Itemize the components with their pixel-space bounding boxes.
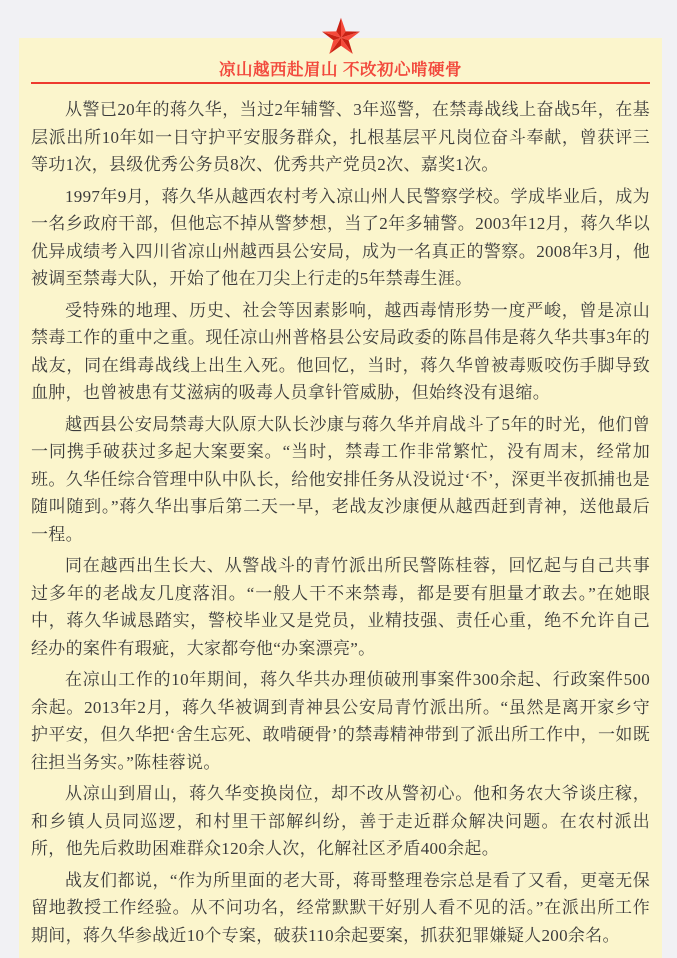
article-paragraph: 1997年9月，蒋久华从越西农村考入凉山州人民警察学校。学成毕业后，成为一名乡政府干部，但他忘不掉从警梦想，当了2年多辅警。2003年12月，蒋久华以优异成绩考入四川省凉山州越西县公安局，成为一名真正的警察。2008年3月，他被调至禁毒大队，开始了他在刀尖上行走的5年禁毒生涯。 xyxy=(31,186,650,288)
page-title: 凉山越西赴眉山 不改初心啃硬骨 xyxy=(218,61,463,79)
title-divider xyxy=(31,82,650,84)
article-paragraph: 在凉山工作的10年期间，蒋久华共办理侦破刑事案件300余起、行政案件500余起。2013年2月，蒋久华被调到青神县公安局青竹派出所。“虽然是离开家乡守护平安，但久华把‘舍生忘死、敢啃硬骨’的禁毒精神带到了派出所工作中，一如既往担当务实。”陈桂蓉说。 xyxy=(31,670,650,772)
article-paragraph: 从警已20年的蒋久华，当过2年辅警、3年巡警，在禁毒战线上奋战5年，在基层派出所10年如一日守护平安服务群众，扎根基层平凡岗位奋斗奉献，曾获评三等功1次，县级优秀公务员8次、优秀共产党员2次、嘉奖1次。 xyxy=(31,100,650,174)
article-paragraph: 受特殊的地理、历史、社会等因素影响，越西毒情形势一度严峻，曾是凉山禁毒工作的重中之重。现任凉山州普格县公安局政委的陈昌伟是蒋久华共事3年的战友，同在缉毒战线上出生入死。他回忆，当时，蒋久华曾被毒贩咬伤手脚导致血肿，也曾被患有艾滋病的吸毒人员拿针管威胁，但始终没有退缩。 xyxy=(31,300,650,402)
red-star-icon xyxy=(321,16,361,58)
article-paragraph: 战友们都说，“作为所里面的老大哥，蒋哥整理卷宗总是看了又看，更毫无保留地教授工作经验。从不问功名，经常默默干好别人看不见的活。”在派出所工作期间，蒋久华参战近10个专案，破获110余起要案，抓获犯罪嫌疑人200余名。 xyxy=(31,870,650,945)
article-paragraph: 越西县公安局禁毒大队原大队长沙康与蒋久华并肩战斗了5年的时光，他们曾一同携手破获过多起大案要案。“当时，禁毒工作非常繁忙，没有周末，经常加班。久华任综合管理中队中队长，给他安排任务从没说过‘不’，深更半夜抓捕也是随叫随到。”蒋久华出事后第二天一早，老战友沙康便从越西赶到青神，送他最后一程。 xyxy=(31,414,650,544)
article-paragraph: 从凉山到眉山，蒋久华变换岗位，却不改从警初心。他和务农大爷谈庄稼，和乡镇人员同巡逻，和村里干部解纠纷，善于走近群众解决问题。在农村派出所，他先后救助困难群众120余人次，化解社区矛盾400余起。 xyxy=(31,784,650,858)
article-card xyxy=(19,38,662,958)
article-paragraph: 同在越西出生长大、从警战斗的青竹派出所民警陈桂蓉，回忆起与自己共事过多年的老战友几度落泪。“一般人干不来禁毒，都是要有胆量才敢去。”在她眼中，蒋久华诚恳踏实，警校毕业又是党员，业精技强、责任心重，绝不允许自己经办的案件有瑕疵，大家都夸他“办案漂亮”。 xyxy=(31,556,650,658)
article-body xyxy=(31,96,650,949)
